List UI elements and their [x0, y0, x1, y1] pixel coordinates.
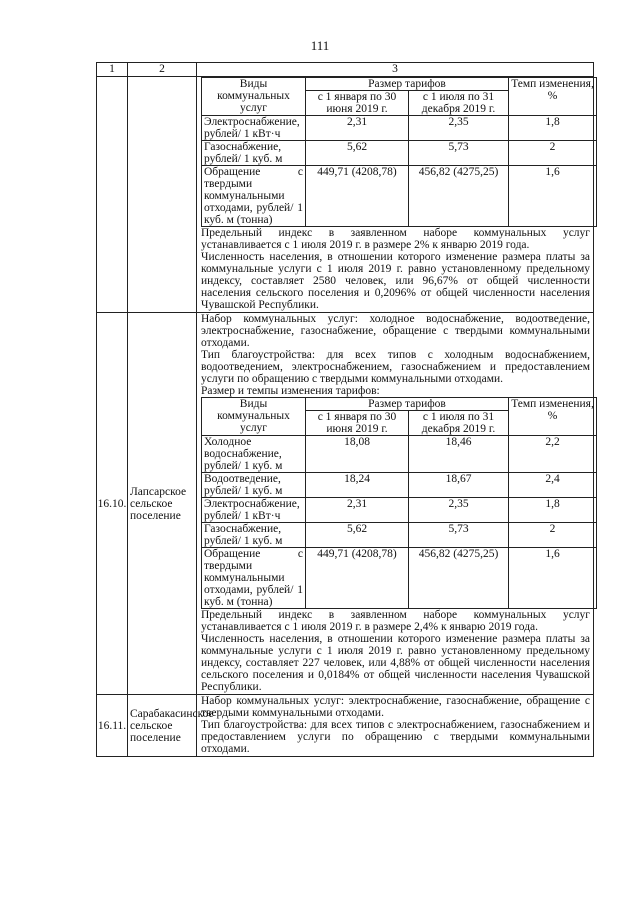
tariff-service: Газоснабжение, рублей/ 1 куб. м	[202, 141, 306, 166]
tariff-rate-value: 1,6	[509, 548, 597, 609]
tariff-period1-value: 5,62	[306, 141, 409, 166]
improvement-type-paragraph: Тип благоустройства: для всех типов с холодным водоснабжением, водоотведением, электроснабжением, газоснабжением и предоставлением услуги по обращению с твердыми коммунальными отходами.	[201, 349, 590, 385]
tariff-row	[202, 166, 597, 227]
column-header-3: 3	[197, 63, 594, 77]
tariff-row	[202, 523, 597, 548]
limit-index-paragraph: Предельный индекс в заявленном наборе коммунальных услуг устанавливается с 1 июля 2019 г. в размере 2% к январю 2019 года.	[201, 227, 590, 251]
service-set-paragraph: Набор коммунальных услуг: холодное водоснабжение, водоотведение, электроснабжение, газоснабжение, обращение с твердыми коммунальными отходами.	[201, 313, 590, 349]
population-paragraph: Численность населения, в отношении которого изменение размера платы за коммунальные услуги с 1 июля 2019 г. равно установленному предельному индексу, составляет 227 человек, или 4,88% от общей численности населения сельского поселения и 0,0184% от общей численности населения Чувашской Республики.	[201, 633, 590, 693]
population-paragraph: Численность населения, в отношении которого изменение размера платы за коммунальные услуги с 1 июля 2019 г. равно установленному предельному индексу, составляет 2580 человек, или 96,67% от общей численности населения сельского поселения и 0,2096% от общей численности населения Чувашской Республики.	[201, 251, 590, 311]
tariff-service: Обращение с твердыми коммунальными отходами, рублей/ 1 куб. м (тонна)	[202, 166, 306, 227]
tariff-header-period2: с 1 июля по 31 декабря 2019 г.	[409, 411, 509, 436]
tariff-row	[202, 436, 597, 473]
tariff-header-size: Размер тарифов	[306, 78, 509, 91]
tariff-period2-value: 5,73	[409, 141, 509, 166]
tariff-period2-value: 18,46	[409, 436, 509, 473]
tariff-header-row	[202, 398, 597, 411]
settlement-details	[197, 313, 594, 695]
row-number: 16.11.	[97, 695, 128, 757]
tariff-header-period1: с 1 января по 30 июня 2019 г.	[306, 411, 409, 436]
tariff-period1-value: 18,24	[306, 473, 409, 498]
tariff-table	[201, 77, 597, 227]
tariff-service: Обращение с твердыми коммунальными отходами, рублей/ 1 куб. м (тонна)	[202, 548, 306, 609]
column-number-row	[97, 63, 594, 77]
tariff-period2-value: 456,82 (4275,25)	[409, 548, 509, 609]
tariff-row	[202, 116, 597, 141]
rates-title: Размер и темпы изменения тарифов:	[201, 385, 380, 397]
column-header-2: 2	[128, 63, 197, 77]
improvement-type-paragraph: Тип благоустройства: для всех типов с электроснабжением, газоснабжением и предоставлением услуги по обращению с твердыми коммунальными отходами.	[201, 719, 590, 755]
tariff-header-kinds: Виды коммунальных услуг	[202, 398, 306, 436]
tariff-rate-value: 1,8	[509, 498, 597, 523]
page-number: 111	[310, 38, 330, 53]
column-header-1: 1	[97, 63, 128, 77]
tariff-service: Электроснабжение, рублей/ 1 кВт·ч	[202, 116, 306, 141]
tariff-period2-value: 2,35	[409, 498, 509, 523]
settlement-name: Сарабакасинское сельское поселение	[128, 695, 197, 757]
tariff-rate-value: 2	[509, 523, 597, 548]
service-set-paragraph: Набор коммунальных услуг: электроснабжение, газоснабжение, обращение с твердыми коммунальными отходами.	[201, 695, 590, 719]
tariff-period1-value: 449,71 (4208,78)	[306, 548, 409, 609]
tariff-row	[202, 141, 597, 166]
tariff-row	[202, 473, 597, 498]
settlement-row	[97, 313, 594, 695]
tariff-rate-value: 1,8	[509, 116, 597, 141]
tariff-period1-value: 449,71 (4208,78)	[306, 166, 409, 227]
tariff-service: Электроснабжение, рублей/ 1 кВт·ч	[202, 498, 306, 523]
settlement-details	[197, 695, 594, 757]
tariff-header-rate: Темп изменения, %	[509, 398, 597, 436]
tariff-rate-value: 2,4	[509, 473, 597, 498]
tariff-period2-value: 456,82 (4275,25)	[409, 166, 509, 227]
tariff-header-kinds: Виды коммунальных услуг	[202, 78, 306, 116]
tariff-rate-value: 1,6	[509, 166, 597, 227]
tariff-period1-value: 2,31	[306, 116, 409, 141]
tariff-service: Холодное водоснабжение, рублей/ 1 куб. м	[202, 436, 306, 473]
tariff-period1-value: 5,62	[306, 523, 409, 548]
tariff-service: Газоснабжение, рублей/ 1 куб. м	[202, 523, 306, 548]
tariff-header-period2: с 1 июля по 31 декабря 2019 г.	[409, 91, 509, 116]
tariff-row	[202, 498, 597, 523]
tariff-rate-value: 2	[509, 141, 597, 166]
tariff-rate-value: 2,2	[509, 436, 597, 473]
settlement-row-continued	[97, 77, 594, 313]
tariff-row	[202, 548, 597, 609]
settlement-name: Лапсарское сельское поселение	[128, 313, 197, 695]
settlement-name	[128, 77, 197, 313]
tariff-period1-value: 18,08	[306, 436, 409, 473]
tariff-period2-value: 2,35	[409, 116, 509, 141]
tariff-header-rate: Темп изменения, %	[509, 78, 597, 116]
limit-index-paragraph: Предельный индекс в заявленном наборе коммунальных услуг устанавливается с 1 июля 2019 г. в размере 2,4% к январю 2019 года.	[201, 609, 590, 633]
tariff-period1-value: 2,31	[306, 498, 409, 523]
tariff-service: Водоотведение, рублей/ 1 куб. м	[202, 473, 306, 498]
tariff-table	[201, 397, 597, 609]
row-number	[97, 77, 128, 313]
settlement-row	[97, 695, 594, 757]
tariff-period2-value: 18,67	[409, 473, 509, 498]
tariff-header-row	[202, 78, 597, 91]
tariff-period2-value: 5,73	[409, 523, 509, 548]
tariff-header-size: Размер тарифов	[306, 398, 509, 411]
municipal-tariffs-table	[96, 62, 594, 757]
row-number: 16.10.	[97, 313, 128, 695]
settlement-details	[197, 77, 594, 313]
tariff-header-period1: с 1 января по 30 июня 2019 г.	[306, 91, 409, 116]
